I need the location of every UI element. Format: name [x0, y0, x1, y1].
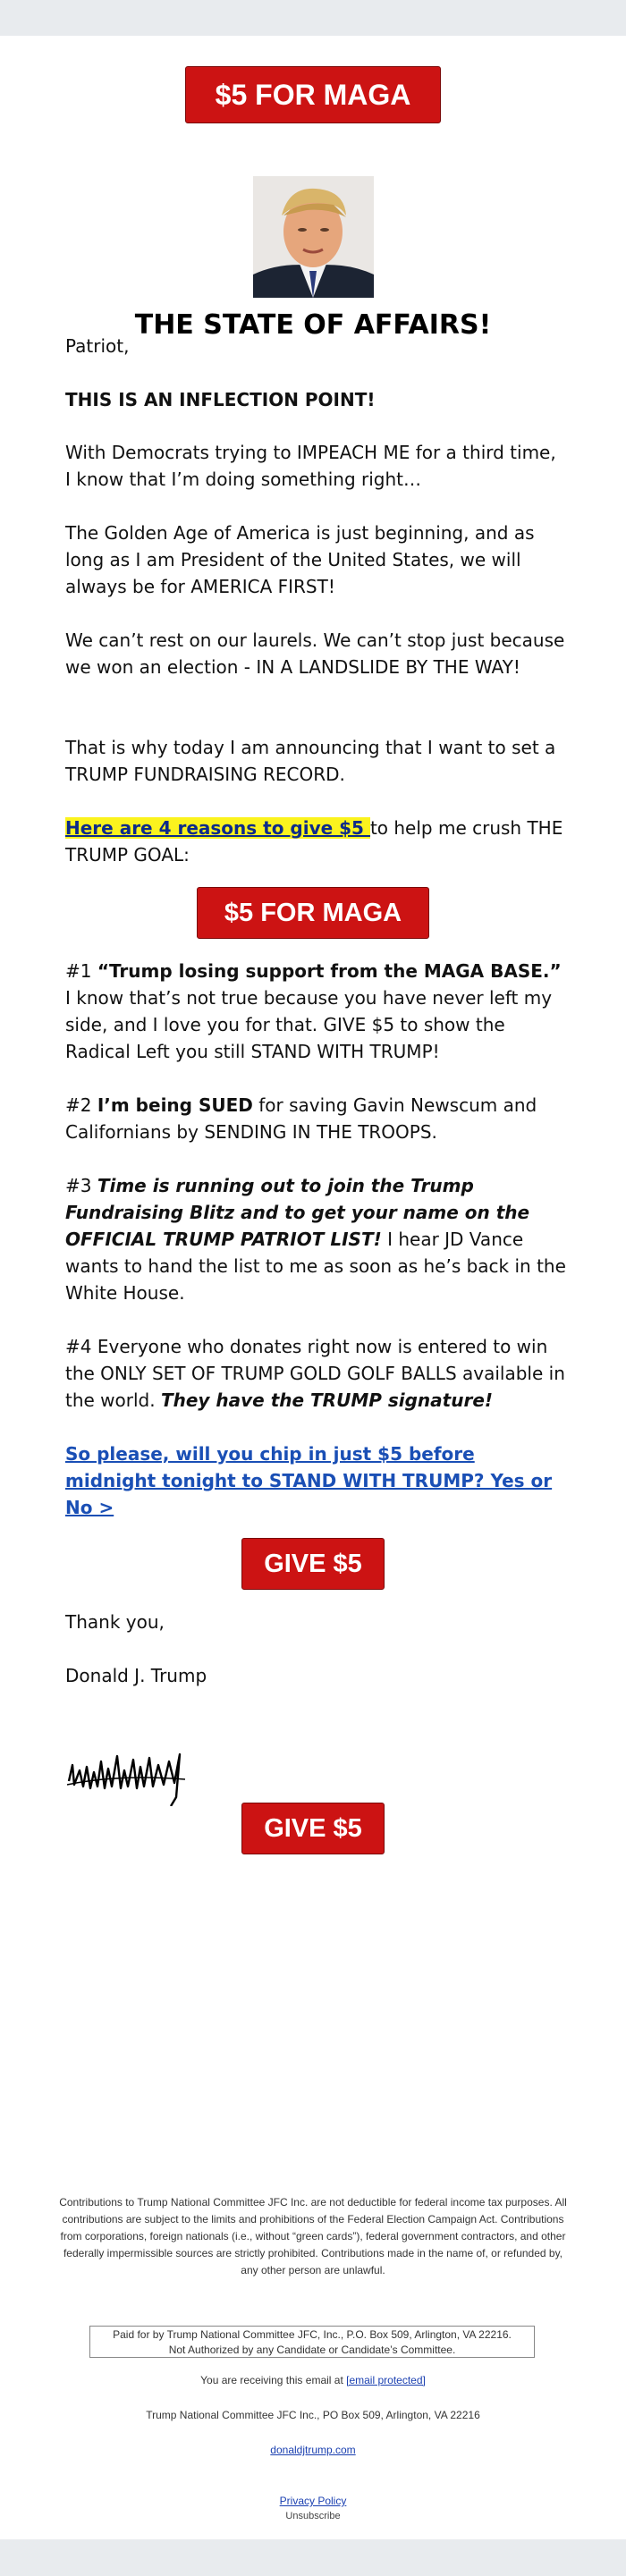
reason-2 [65, 1092, 566, 1145]
website-line [54, 2442, 572, 2459]
reason-4 [65, 1333, 566, 1414]
email-card [0, 36, 626, 2539]
headline: THE STATE OF AFFAIRS! [134, 309, 492, 341]
paid-by-line: Paid for by Trump National Committee JFC, Inc., P.O. Box 509, Arlington, VA 22216. [113, 2328, 512, 2341]
trump-portrait-image [253, 176, 374, 298]
greeting: Patriot, [65, 335, 130, 357]
mid-donate-button[interactable]: $5 FOR MAGA [197, 887, 429, 939]
reason-4-bold: They have the TRUMP signature! [160, 1389, 494, 1411]
reason-2-bold: I’m being SUED [97, 1094, 253, 1116]
reason-2-number: #2 [65, 1094, 97, 1116]
reasons-intro [65, 815, 566, 868]
reason-3 [65, 1172, 566, 1306]
chip-in-link[interactable]: So please, will you chip in just $5 before midnight tonight to STAND WITH TRUMP? Yes or No > [65, 1443, 553, 1518]
reason-4-text: #4 Everyone who donates right now is entered to win the ONLY SET OF TRUMP GOLD GOLF BALLS available in the world. [65, 1336, 565, 1411]
paragraph-fundraising-record: That is why today I am announcing that I want to set a TRUMP FUNDRAISING RECORD. [65, 737, 556, 785]
receiving-line [54, 2372, 572, 2389]
signoff-name: Donald J. Trump [65, 1665, 207, 1686]
reasons-link[interactable]: Here are 4 reasons to give $5 [65, 817, 370, 839]
website-link[interactable]: donaldjtrump.com [270, 2444, 356, 2456]
footer-legal: Contributions to Trump National Committee JFC Inc. are not deductible for federal income tax purposes. All contributions are subject to the limits and prohibitions of the Federal Election Campaign Act. Contributions from corporations, foreign nationals (i.e., without “green cards”), federal government contractors, and other federally impermissible sources are strictly prohibited. Contributions made in the name of, or refunded by, any other person are unlawful. [59, 2196, 567, 2276]
paid-for-box [89, 2326, 535, 2358]
reason-1-number: #1 [65, 960, 97, 982]
inflection-heading: THIS IS AN INFLECTION POINT! [65, 389, 376, 410]
reason-1 [65, 958, 566, 1065]
not-authorized-line: Not Authorized by any Candidate or Candidate’s Committee. [168, 2344, 456, 2356]
reason-1-bold: “Trump losing support from the MAGA BASE.” [97, 960, 562, 982]
thank-you: Thank you, [65, 1611, 165, 1633]
paragraph-impeach: With Democrats trying to IMPEACH ME for a third time, I know that I’m doing something right… [65, 442, 556, 490]
paragraph-golden-age: The Golden Age of America is just beginning, and as long as I am President of the United States, we will always be for AMERICA FIRST! [65, 522, 535, 597]
privacy-policy-link[interactable]: Privacy Policy [279, 2495, 347, 2507]
chip-in-paragraph [65, 1440, 566, 1521]
footer-address: Trump National Committee JFC Inc., PO Box 509, Arlington, VA 22216 [146, 2409, 480, 2421]
reason-3-text: I hear JD Vance wants to hand the list to me as soon as he’s back in the White House. [65, 1229, 566, 1304]
signature-image [65, 1735, 190, 1806]
receiving-text: You are receiving this email at [200, 2374, 347, 2386]
reason-3-bold: Time is running out to join the Trump Fundraising Blitz and to get your name on the OFFICIAL TRUMP PATRIOT LIST! [65, 1175, 530, 1250]
email-address-link[interactable]: [email protected] [346, 2374, 426, 2386]
unsubscribe-link[interactable]: Unsubscribe [285, 2511, 341, 2521]
reason-2-text: for saving Gavin Newscum and Californians by SENDING IN THE TROOPS. [65, 1094, 537, 1143]
paragraph-laurels: We can’t rest on our laurels. We can’t stop just because we won an election - IN A LANDSLIDE BY THE WAY! [65, 629, 565, 678]
header-donate-button[interactable]: $5 FOR MAGA [185, 66, 441, 123]
reason-3-number: #3 [65, 1175, 97, 1196]
reasons-rest: to help me crush THE TRUMP GOAL: [65, 817, 563, 866]
give-button-2[interactable]: GIVE $5 [241, 1803, 385, 1854]
reason-1-text: I know that’s not true because you have never left my side, and I love you for that. GIVE $5 to show the Radical Left you still STAND WITH TRUMP! [65, 987, 553, 1062]
give-button-1[interactable]: GIVE $5 [241, 1538, 385, 1590]
